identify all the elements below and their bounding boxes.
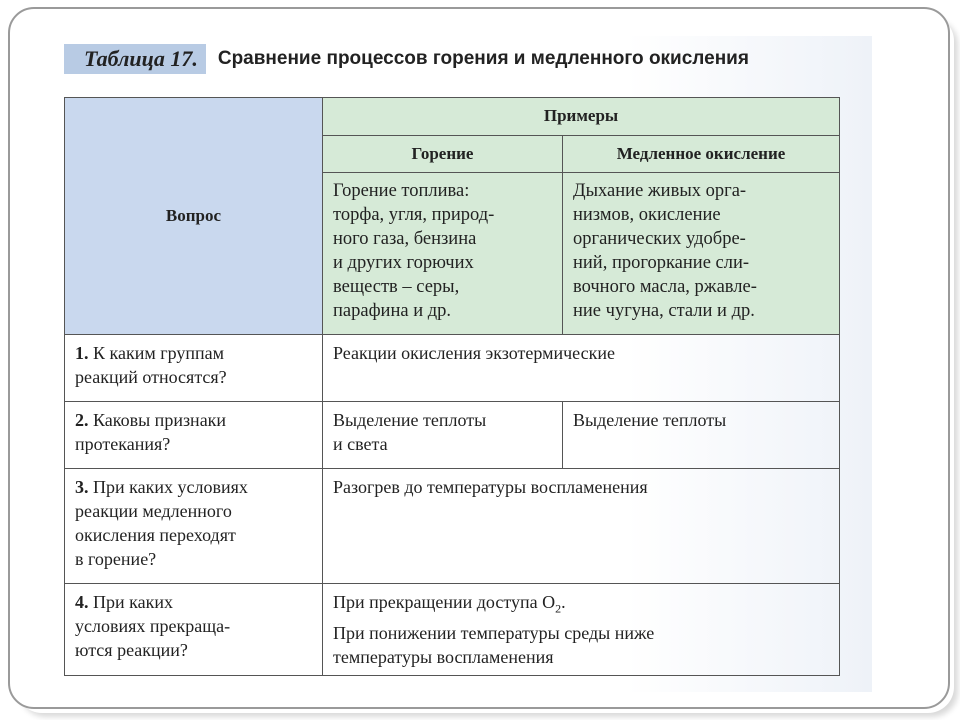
table-row (65, 584, 840, 676)
question-text: Каковы признаки протекания? (75, 410, 227, 454)
table-caption-label: Таблица 17. (64, 44, 206, 74)
answer-cell: Разогрев до температуры воспламенения (323, 469, 840, 584)
question-cell (65, 584, 323, 676)
question-text: При каких условиях реакции медленного окисления переходят в горение? (75, 477, 248, 569)
answer-cell-slow-oxidation: Выделение теплоты (563, 402, 840, 469)
question-cell (65, 402, 323, 469)
question-number: 3. (75, 477, 89, 497)
table-caption-text: Сравнение процессов горения и медленного окисления (217, 48, 749, 69)
examples-burning: Горение топлива: торфа, угля, природ- ного газа, бензина и других горючих веществ – серы, парафина и др. (323, 173, 563, 335)
comparison-table (64, 97, 840, 676)
question-number: 2. (75, 410, 89, 430)
question-text: К каким группам реакций относятся? (75, 343, 227, 387)
question-number: 1. (75, 343, 89, 363)
table-row (65, 469, 840, 584)
question-header: Вопрос (65, 98, 323, 335)
question-text: При каких условиях прекраща- ются реакции? (75, 592, 231, 660)
examples-slow-oxidation: Дыхание живых орга- низмов, окисление органических удобре- ний, прогоркание сли- вочного масла, ржавле- ние чугуна, стали и др. (563, 173, 840, 335)
question-cell (65, 469, 323, 584)
question-number: 4. (75, 592, 89, 612)
answer-line-2: При понижении температуры среды ниже температуры воспламенения (333, 622, 655, 667)
answer-line-1: При прекращении доступа O (333, 592, 556, 612)
answer-line-1-end: . (561, 592, 566, 612)
question-cell (65, 335, 323, 402)
answer-cell: Реакции окисления экзотермические (323, 335, 840, 402)
table-row (65, 335, 840, 402)
answer-cell-burning: Выделение теплоты и света (323, 402, 563, 469)
table-caption (64, 44, 856, 74)
column-header-burning: Горение (323, 136, 563, 173)
oxygen-subscript: 2 (555, 601, 562, 616)
examples-header: Примеры (323, 98, 840, 136)
answer-cell (323, 584, 840, 676)
column-header-slow-oxidation: Медленное окисление (563, 136, 840, 173)
table-row (65, 402, 840, 469)
